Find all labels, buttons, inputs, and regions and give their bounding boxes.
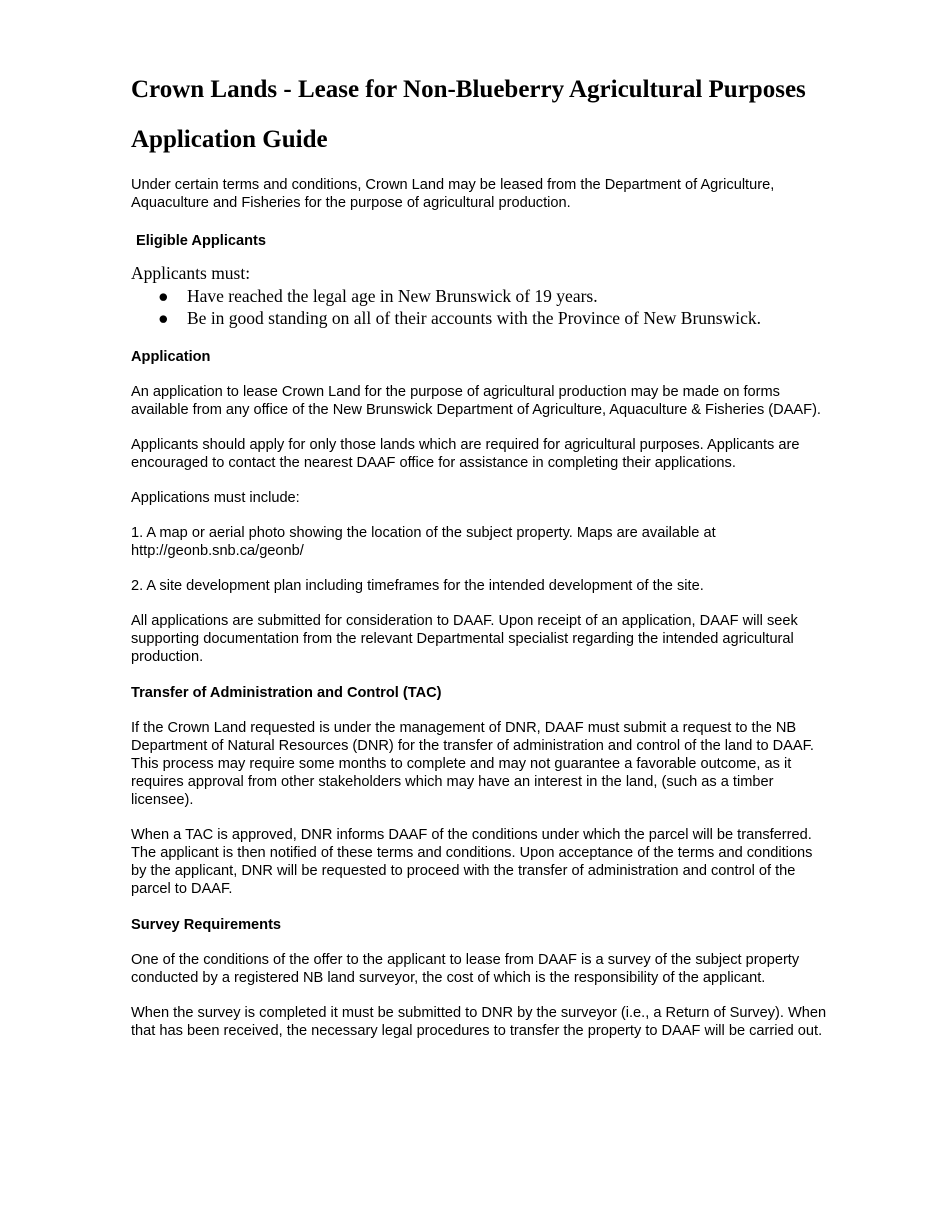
application-paragraph: An application to lease Crown Land for the purpose of agricultural production may be made on forms available from any office of the New Brunswick Department of Agriculture, Aquaculture & Fisheries (DAAF). bbox=[131, 383, 821, 418]
survey-paragraph: One of the conditions of the offer to the applicant to lease from DAAF is a survey of the subject property conducted by a registered NB land surveyor, the cost of which is the responsibility of the applicant. bbox=[131, 951, 800, 986]
tac-paragraph: If the Crown Land requested is under the management of DNR, DAAF must submit a request to the NB Department of Natural Resources (DNR) for the transfer of administration and control of the land to DAAF. This process may require some months to complete and may not guarantee a favorable outcome, as it requires approval from other stakeholders which may have an interest in the land, (such as a timber licensee). bbox=[131, 719, 814, 808]
eligibility-list bbox=[131, 285, 831, 330]
eligibility-lead: Applicants must: bbox=[131, 263, 251, 283]
tac-heading: Transfer of Administration and Control (TAC) bbox=[131, 684, 442, 701]
list-item bbox=[131, 307, 831, 330]
survey-paragraph: When the survey is completed it must be submitted to DNR by the surveyor (i.e., a Return of Survey). When that has been received, the necessary legal procedures to transfer the property to DAAF will be carried out. bbox=[131, 1004, 827, 1039]
list-item bbox=[131, 285, 831, 308]
application-paragraph: All applications are submitted for consideration to DAAF. Upon receipt of an application, DAAF will seek supporting documentation from the relevant Departmental specialist regarding the intended agricultural production. bbox=[131, 612, 798, 665]
list-item-text: Have reached the legal age in New Brunswick of 19 years. bbox=[187, 285, 598, 306]
document-subtitle: Application Guide bbox=[131, 126, 328, 153]
eligibility-requirements bbox=[131, 262, 831, 330]
list-item-text: Be in good standing on all of their accounts with the Province of New Brunswick. bbox=[187, 308, 761, 328]
survey-heading: Survey Requirements bbox=[131, 916, 282, 933]
application-requirement-map: 1. A map or aerial photo showing the location of the subject property. Maps are available at http://geonb.snb.ca/geonb/ bbox=[131, 524, 716, 559]
bullet-icon: ● bbox=[158, 285, 169, 306]
tac-paragraph: When a TAC is approved, DNR informs DAAF of the conditions under which the parcel will be transferred. The applicant is then notified of these terms and conditions. Upon acceptance of the terms and conditions by the applicant, DNR will be requested to proceed with the transfer of administration and control of the parcel to DAAF. bbox=[131, 826, 813, 897]
application-requirement-plan: 2. A site development plan including timeframes for the intended development of the site. bbox=[131, 577, 704, 594]
application-paragraph: Applicants should apply for only those lands which are required for agricultural purposes. Applicants are encouraged to contact the nearest DAAF office for assistance in completing their applications. bbox=[131, 436, 800, 471]
document-page bbox=[131, 74, 831, 1040]
eligible-applicants-heading: Eligible Applicants bbox=[136, 233, 267, 249]
application-heading: Application bbox=[131, 348, 211, 365]
application-paragraph: Applications must include: bbox=[131, 489, 300, 506]
intro-paragraph: Under certain terms and conditions, Crown Land may be leased from the Department of Agriculture, Aquaculture and Fisheries for the purpose of agricultural production. bbox=[131, 177, 775, 211]
document-title: Crown Lands - Lease for Non-Blueberry Agricultural Purposes bbox=[131, 76, 806, 103]
bullet-icon: ● bbox=[158, 308, 169, 328]
